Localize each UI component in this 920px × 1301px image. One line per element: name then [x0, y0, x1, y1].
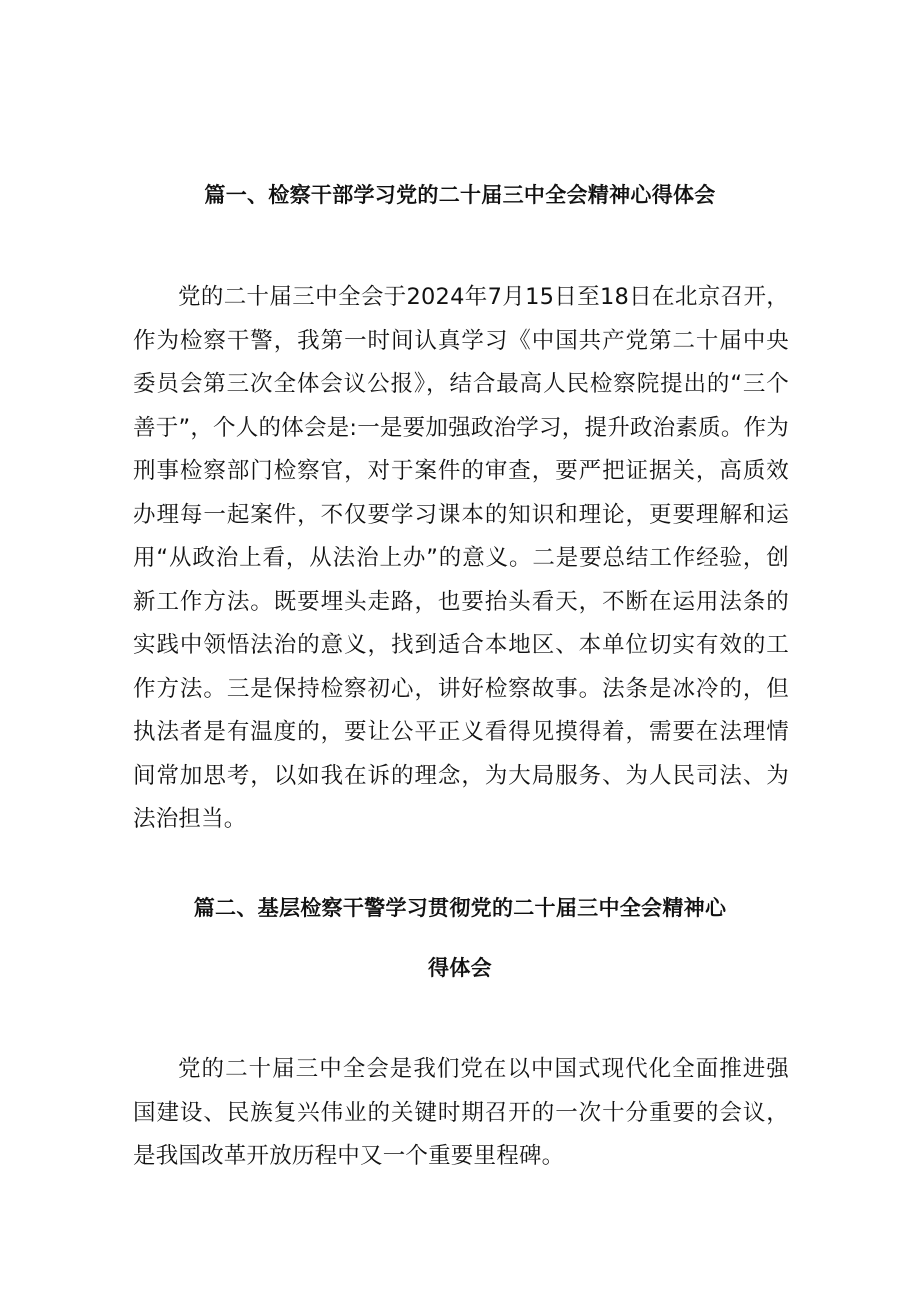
- section-1-paragraph: 党的二十届三中全会于2024年7月15日至18日在北京召开，作为检察干警，我第一时间认真学习《中国共产党第二十届中央委员会第三次全体会议公报》，结合最高人民检察院提出的“三个善于”，个人的体会是:一是要加强政治学习，提升政治素质。作为刑事检察部门检察官，对于案件的审查，要严把证据关，高质效办理每一起案件，不仅要学习课本的知识和理论，更要理解和运用“从政治上看，从法治上办”的意义。二是要总结工作经验，创新工作方法。既要埋头走路，也要抬头看天，不断在运用法条的实践中领悟法治的意义，找到适合本地区、本单位切实有效的工作方法。三是保持检察初心，讲好检察故事。法条是冰冷的，但执法者是有温度的，要让公平正义看得见摸得着，需要在法理情间常加思考，以如我在诉的理念，为大局服务、为人民司法、为法治担当。: [133, 284, 789, 832]
- section-1-title: 篇一、检察干部学习党的二十届三中全会精神心得体会: [204, 183, 716, 207]
- section-2-title-line-1: 篇二、基层检察干警学习贯彻党的二十届三中全会精神心: [193, 896, 727, 920]
- section-2-paragraph: 党的二十届三中全会是我们党在以中国式现代化全面推进强国建设、民族复兴伟业的关键时期召开的一次十分重要的会议，是我国改革开放历程中又一个重要里程碑。: [133, 1056, 789, 1169]
- section-2-title-line-2: 得体会: [428, 956, 492, 980]
